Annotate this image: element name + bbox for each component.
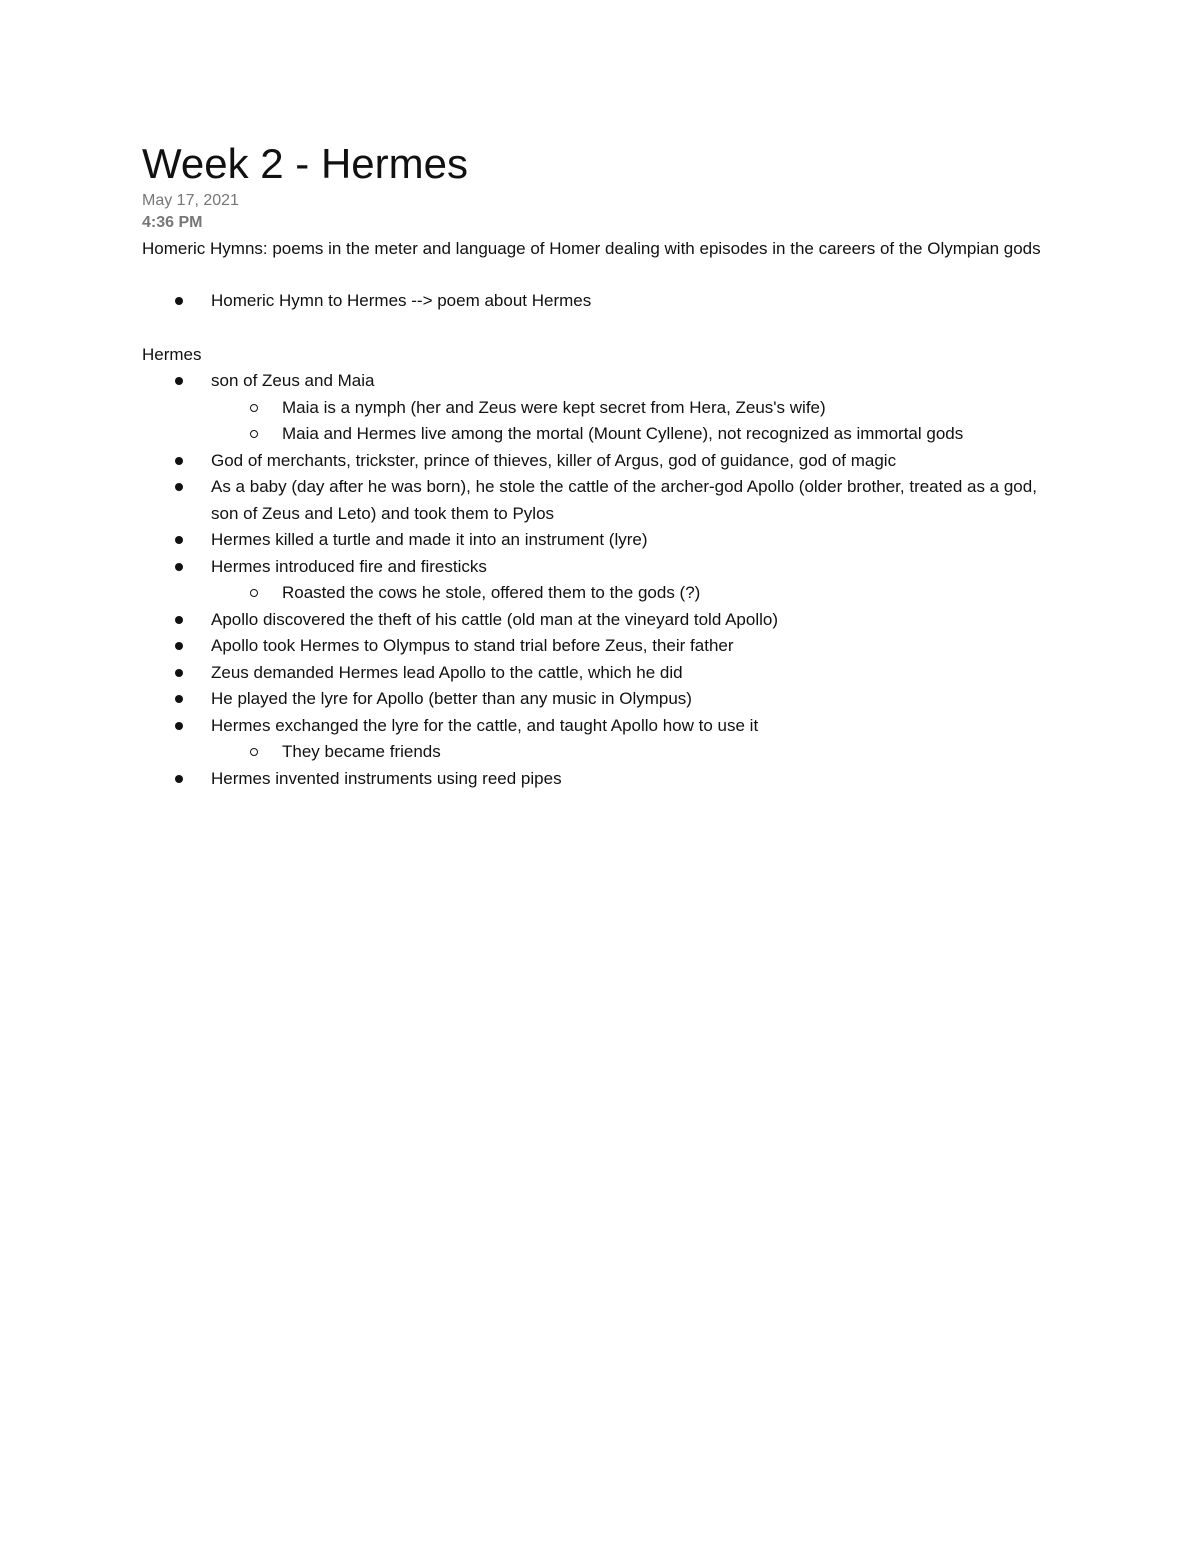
- bullet-dot-icon: [175, 695, 183, 703]
- bullet-dot-icon: [175, 377, 183, 385]
- list-item: [0, 686, 1041, 713]
- list-item-text: He played the lyre for Apollo (better than any music in Olympus): [211, 689, 692, 708]
- bullet-dot-icon: [175, 483, 183, 491]
- list-item-text: They became friends: [282, 742, 441, 761]
- bullet-circle-icon: [250, 589, 258, 597]
- list-item: [0, 554, 1041, 581]
- sub-list-item: [0, 580, 1042, 607]
- sub-list-item: [0, 395, 1042, 422]
- intro-bullet-list: [0, 288, 1200, 315]
- bullet-dot-icon: [175, 536, 183, 544]
- list-item-text: Hermes invented instruments using reed pipes: [211, 768, 562, 788]
- list-item-text: Roasted the cows he stole, offered them to the gods (?): [282, 583, 701, 602]
- list-item-text: God of merchants, trickster, prince of thieves, killer of Argus, god of guidance, god of magic: [211, 450, 897, 470]
- list-item: [0, 448, 1041, 475]
- list-item: [0, 607, 1041, 634]
- page-title: Week 2 - Hermes: [142, 140, 468, 187]
- list-item: [0, 633, 1041, 660]
- list-item-text: Homeric Hymn to Hermes --> poem about Hermes: [211, 291, 592, 310]
- bullet-dot-icon: [175, 722, 183, 730]
- list-item-text: Hermes introduced fire and firesticks: [211, 556, 487, 576]
- hermes-bullet-list: [0, 368, 1200, 792]
- bullet-dot-icon: [175, 563, 183, 571]
- list-item: [0, 474, 1041, 527]
- list-item: [0, 368, 1041, 395]
- list-item: [0, 527, 1041, 554]
- list-item-text: Maia and Hermes live among the mortal (Mount Cyllene), not recognized as immortal gods: [282, 424, 964, 443]
- list-item-text: Zeus demanded Hermes lead Apollo to the cattle, which he did: [211, 662, 683, 682]
- bullet-dot-icon: [175, 775, 183, 783]
- list-item: [0, 288, 1041, 315]
- bullet-dot-icon: [175, 297, 183, 305]
- note-time: 4:36 PM: [142, 214, 203, 231]
- bullet-dot-icon: [175, 642, 183, 650]
- list-item: [0, 713, 1041, 740]
- intro-paragraph: Homeric Hymns: poems in the meter and language of Homer dealing with episodes in the careers of the Olympian gods: [142, 239, 1041, 258]
- bullet-dot-icon: [175, 616, 183, 624]
- list-item-text: son of Zeus and Maia: [211, 371, 375, 390]
- section-heading: Hermes: [142, 345, 202, 364]
- list-item-text: Hermes exchanged the lyre for the cattle, and taught Apollo how to use it: [211, 715, 759, 735]
- bullet-dot-icon: [175, 457, 183, 465]
- list-item-text: Hermes killed a turtle and made it into an instrument (lyre): [211, 530, 648, 549]
- list-item-text: Apollo discovered the theft of his cattle (old man at the vineyard told Apollo): [211, 609, 778, 629]
- bullet-circle-icon: [250, 404, 258, 412]
- note-date: May 17, 2021: [142, 192, 239, 209]
- bullet-circle-icon: [250, 748, 258, 756]
- list-item: [0, 660, 1041, 687]
- bullet-circle-icon: [250, 430, 258, 438]
- list-item: [0, 766, 1041, 793]
- bullet-dot-icon: [175, 669, 183, 677]
- list-item-text: Apollo took Hermes to Olympus to stand trial before Zeus, their father: [211, 636, 734, 655]
- sub-list-item: [0, 421, 1042, 448]
- sub-list-item: [0, 739, 1042, 766]
- list-item-text: As a baby (day after he was born), he stole the cattle of the archer-god Apollo (older brother, treated as a god, son of Zeus and Leto) and took them to Pylos: [211, 477, 1037, 523]
- list-item-text: Maia is a nymph (her and Zeus were kept secret from Hera, Zeus's wife): [282, 397, 826, 417]
